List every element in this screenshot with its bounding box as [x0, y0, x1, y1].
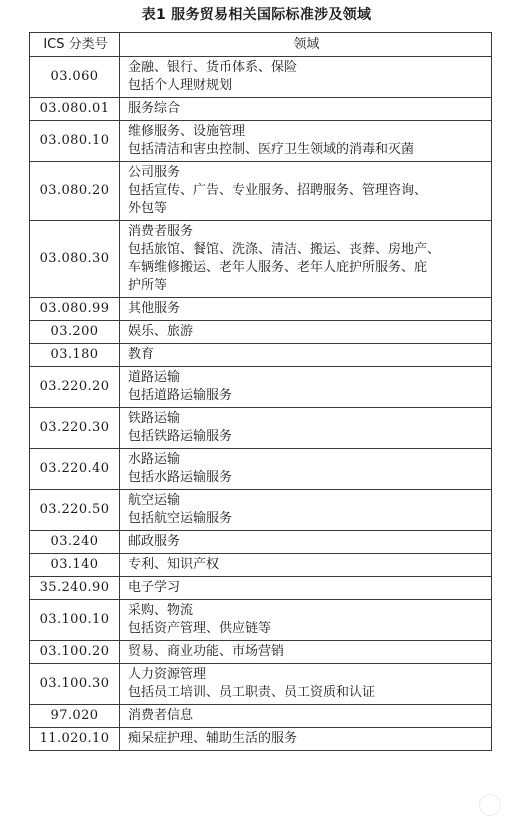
ics-code-cell: 03.220.20 — [30, 367, 120, 408]
ics-code-cell: 03.100.20 — [30, 641, 120, 664]
field-cell — [120, 57, 492, 98]
table-row — [30, 221, 492, 298]
table-row — [30, 705, 492, 728]
table-body — [30, 57, 492, 751]
field-name: 航空运输 — [128, 493, 181, 508]
field-cell — [120, 728, 492, 751]
field-detail: 包括航空运输服务 — [128, 511, 233, 526]
field-cell — [120, 162, 492, 221]
field-cell — [120, 577, 492, 600]
header-ics-code: ICS 分类号 — [30, 33, 120, 57]
field-detail: 包括员工培训、员工职责、员工资质和认证 — [128, 685, 376, 700]
field-name: 专利、知识产权 — [128, 557, 220, 572]
field-cell — [120, 531, 492, 554]
field-detail: 护所等 — [128, 278, 168, 293]
ics-code-cell: 03.220.40 — [30, 449, 120, 490]
field-detail: 包括资产管理、供应链等 — [128, 621, 272, 636]
ics-code-cell: 35.240.90 — [30, 577, 120, 600]
field-detail: 包括宣传、广告、专业服务、招聘服务、管理咨询、 — [128, 183, 428, 198]
ics-code-cell: 03.140 — [30, 554, 120, 577]
field-detail: 包括铁路运输服务 — [128, 429, 233, 444]
ics-code-cell: 03.200 — [30, 321, 120, 344]
ics-code-cell: 11.020.10 — [30, 728, 120, 751]
watermark-logo — [479, 794, 501, 816]
field-cell — [120, 705, 492, 728]
table-row — [30, 490, 492, 531]
table-row — [30, 344, 492, 367]
field-cell — [120, 490, 492, 531]
table-row — [30, 664, 492, 705]
field-name: 公司服务 — [128, 165, 181, 180]
ics-code-cell: 03.060 — [30, 57, 120, 98]
field-name: 电子学习 — [128, 580, 181, 595]
table-title: 表1 服务贸易相关国际标准涉及领域 — [141, 7, 372, 23]
field-cell — [120, 664, 492, 705]
field-cell — [120, 641, 492, 664]
field-name: 道路运输 — [128, 370, 181, 385]
ics-code-cell: 03.100.30 — [30, 664, 120, 705]
field-detail: 包括旅馆、餐馆、洗涤、清洁、搬运、丧葬、房地产、 — [128, 242, 441, 257]
table-row — [30, 121, 492, 162]
field-cell — [120, 221, 492, 298]
field-detail: 包括个人理财规划 — [128, 78, 233, 93]
field-cell — [120, 408, 492, 449]
field-name: 维修服务、设施管理 — [128, 124, 246, 139]
ics-code-cell: 03.080.01 — [30, 98, 120, 121]
ics-table — [29, 32, 492, 751]
ics-code-cell: 03.080.99 — [30, 298, 120, 321]
field-cell — [120, 554, 492, 577]
field-name: 消费者信息 — [128, 708, 194, 723]
table-row — [30, 554, 492, 577]
field-cell — [120, 98, 492, 121]
table-row — [30, 298, 492, 321]
field-name: 水路运输 — [128, 452, 181, 467]
field-name: 采购、物流 — [128, 603, 194, 618]
ics-code-cell: 03.180 — [30, 344, 120, 367]
header-field: 领域 — [120, 33, 492, 57]
field-detail: 车辆维修搬运、老年人服务、老年人庇护所服务、庇 — [128, 260, 428, 275]
table-row — [30, 162, 492, 221]
field-detail: 包括清洁和害虫控制、医疗卫生领域的消毒和灭菌 — [128, 142, 415, 157]
table-row — [30, 57, 492, 98]
ics-code-cell: 97.020 — [30, 705, 120, 728]
field-name: 娱乐、旅游 — [128, 324, 194, 339]
field-detail: 包括道路运输服务 — [128, 388, 233, 403]
table-row — [30, 531, 492, 554]
table-header-row — [30, 33, 492, 57]
table-row — [30, 600, 492, 641]
table-row — [30, 577, 492, 600]
table-row — [30, 321, 492, 344]
ics-code-cell: 03.220.30 — [30, 408, 120, 449]
field-cell — [120, 600, 492, 641]
ics-code-cell: 03.080.30 — [30, 221, 120, 298]
ics-code-cell: 03.080.10 — [30, 121, 120, 162]
ics-code-cell: 03.240 — [30, 531, 120, 554]
table-row — [30, 98, 492, 121]
field-cell — [120, 449, 492, 490]
table-row — [30, 641, 492, 664]
field-cell — [120, 367, 492, 408]
table-row — [30, 728, 492, 751]
field-name: 服务综合 — [128, 101, 181, 116]
field-name: 消费者服务 — [128, 224, 194, 239]
ics-code-cell: 03.220.50 — [30, 490, 120, 531]
field-detail: 包括水路运输服务 — [128, 470, 233, 485]
field-name: 邮政服务 — [128, 534, 181, 549]
table-row — [30, 408, 492, 449]
field-detail: 外包等 — [128, 201, 168, 216]
field-cell — [120, 321, 492, 344]
field-name: 教育 — [128, 347, 155, 362]
field-name: 人力资源管理 — [128, 667, 207, 682]
field-name: 铁路运输 — [128, 411, 181, 426]
ics-code-cell: 03.080.20 — [30, 162, 120, 221]
table-row — [30, 367, 492, 408]
table-row — [30, 449, 492, 490]
field-name: 其他服务 — [128, 301, 181, 316]
field-cell — [120, 344, 492, 367]
field-cell — [120, 121, 492, 162]
field-name: 金融、银行、货币体系、保险 — [128, 60, 298, 75]
field-cell — [120, 298, 492, 321]
ics-code-cell: 03.100.10 — [30, 600, 120, 641]
field-name: 贸易、商业功能、市场营销 — [128, 644, 285, 659]
field-name: 痴呆症护理、辅助生活的服务 — [128, 731, 298, 746]
